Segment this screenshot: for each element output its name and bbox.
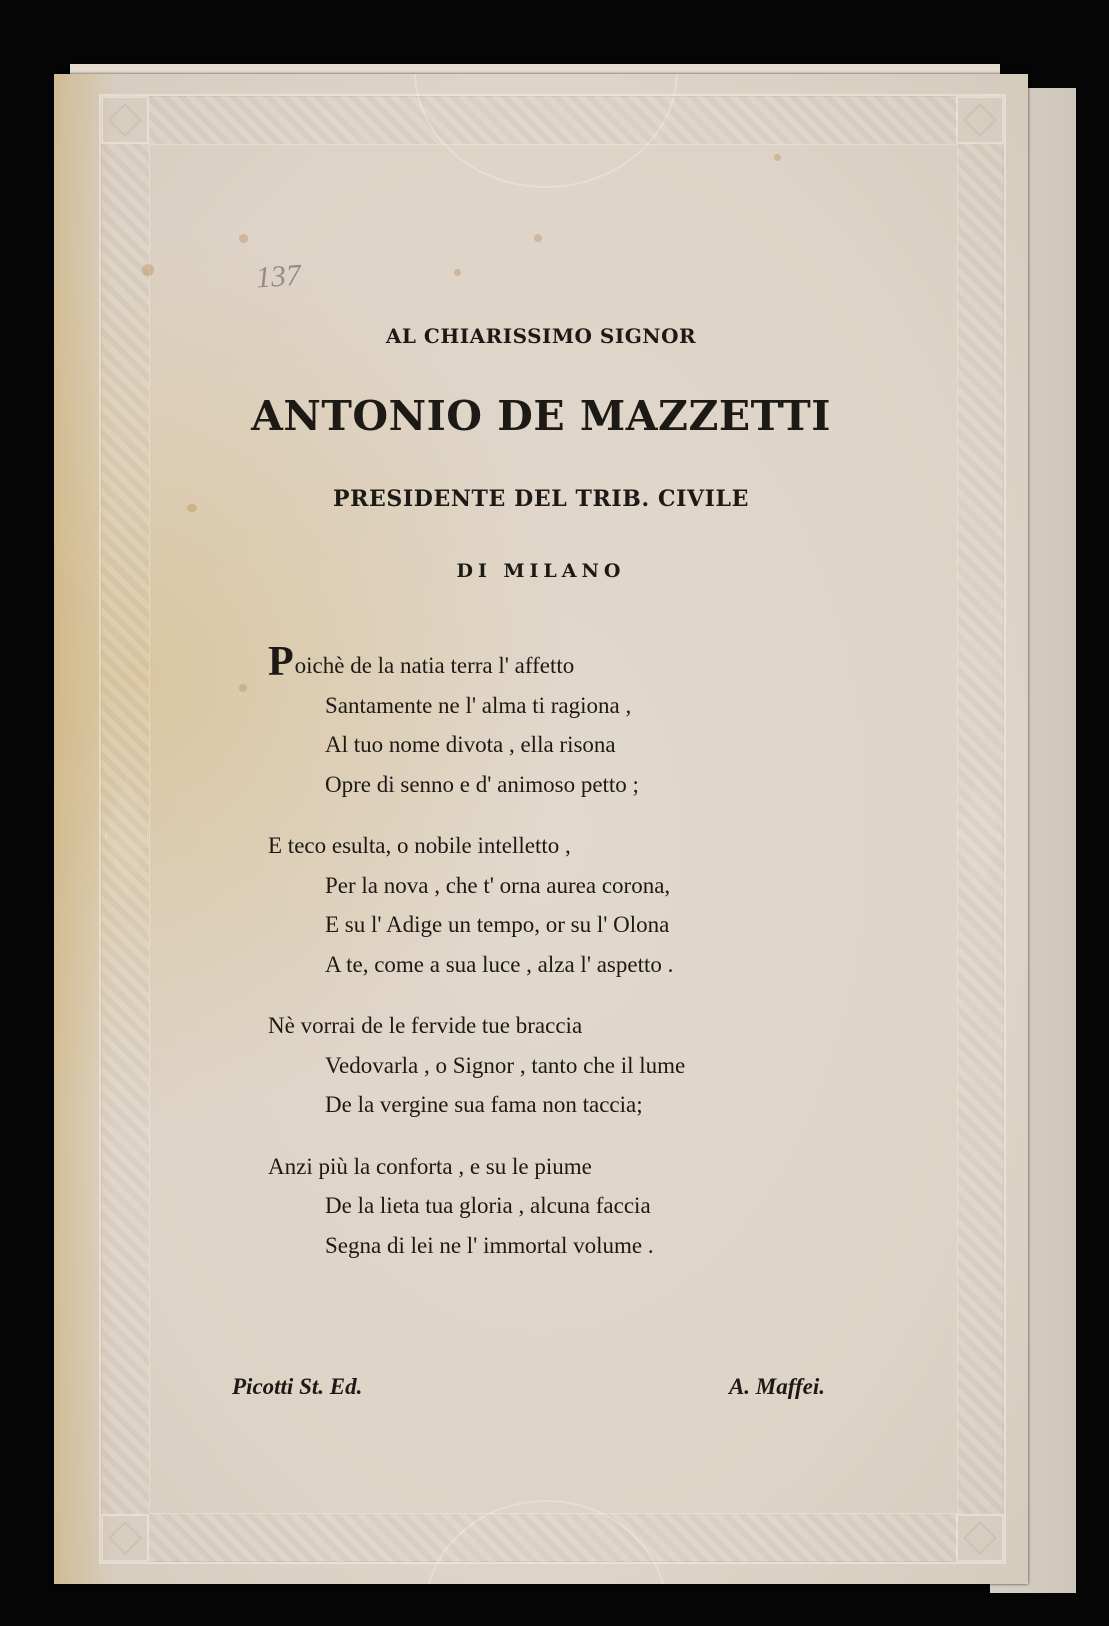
foxing-spot (454, 269, 461, 276)
poem-line: Opre di senno e d' animoso petto ; (325, 771, 639, 797)
stanza-1 (268, 639, 908, 804)
author-credit: A. Maffei. (728, 1374, 825, 1399)
drop-cap: P (268, 639, 294, 685)
poem-line: Anzi più la conforta , e su le piume (268, 1153, 592, 1179)
corner-ornament-top-left (101, 96, 149, 144)
poem-line: Vedovarla , o Signor , tanto che il lume (325, 1052, 686, 1078)
poem-line: Per la nova , che t' orna aurea corona, (325, 872, 671, 898)
poem-line: Segna di lei ne l' immortal volume . (325, 1232, 654, 1258)
honoree-city: DI MILANO (456, 560, 626, 582)
corner-ornament-top-right (956, 96, 1004, 144)
corner-ornament-bottom-left (101, 1514, 149, 1562)
sonnet (268, 639, 908, 1287)
poem-line: E su l' Adige un tempo, or su l' Olona (325, 912, 670, 937)
honoree-title: PRESIDENTE DEL TRIB. CIVILE (333, 486, 749, 512)
printed-sheet (54, 74, 1028, 1584)
dedication-line: AL CHIARISSIMO SIGNOR (385, 324, 697, 348)
poem-line (268, 639, 908, 686)
stanza-3 (268, 1006, 908, 1125)
poem-line: Al tuo nome divota , ella risona (325, 732, 616, 757)
foxing-spot (142, 264, 154, 276)
stanza-4 (268, 1147, 908, 1266)
poem-line: De la vergine sua fama non taccia; (325, 1092, 643, 1117)
corner-ornament-bottom-right (956, 1514, 1004, 1562)
foxing-spot (239, 684, 247, 692)
poem-line: Nè vorrai de le fervide tue braccia (268, 1013, 583, 1038)
poem-line: Santamente ne l' alma ti ragiona , (325, 692, 632, 718)
honoree-name: ANTONIO DE MAZZETTI (251, 392, 831, 440)
stanza-2 (268, 826, 908, 984)
foxing-spot (239, 234, 248, 243)
poem-line: E teco esulta, o nobile intelletto , (268, 833, 571, 858)
catalog-number-pencil: 137 (254, 258, 303, 295)
printer-credit: Picotti St. Ed. (232, 1374, 363, 1399)
poem-line: A te, come a sua luce , alza l' aspetto . (325, 951, 674, 977)
foxing-spot (534, 234, 542, 242)
foxing-spot (774, 154, 781, 161)
poem-line: De la lieta tua gloria , alcuna faccia (325, 1193, 651, 1218)
poem-line-text: oichè de la natia terra l' affetto (294, 653, 575, 678)
